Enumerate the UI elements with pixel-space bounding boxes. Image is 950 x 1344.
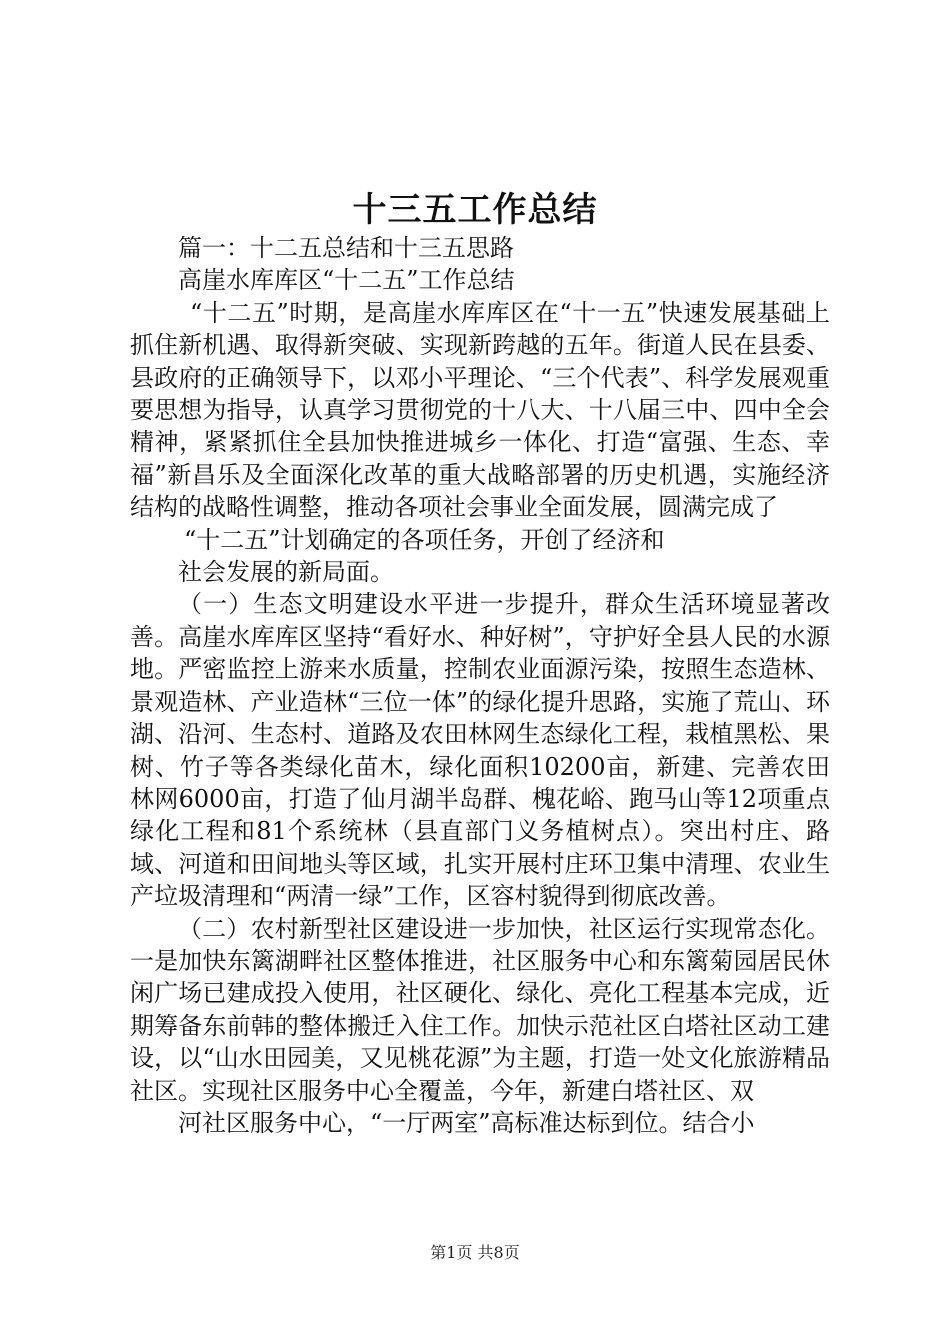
document-body — [130, 232, 830, 1139]
paragraph: 河社区服务中心，“一厅两室”高标准达标到位。结合小 — [178, 1108, 755, 1137]
paragraph: （二）农村新型社区建设进一步加快，社区运行实现常态化。一是加快东篱湖畔社区整体推进，社区服务中心和东篱菊园居民休闲广场已建成投入使用，社区硬化、绿化、亮化工程基本完成，近期筹备东前韩的整体搬迁入住工作。加快示范社区白塔社区动工建设，以“山水田园美，又见桃花源”为主题，打造一处文化旅游精品社区。实现社区服务中心全覆盖，今年，新建白塔社区、双 — [130, 914, 830, 1105]
section-subheading: 高崖水库库区“十二五”工作总结 — [178, 266, 515, 295]
paragraph: （一）生态文明建设水平进一步提升，群众生活环境显著改善。高崖水库库区坚持“看好水、种好树”，守护好全县人民的水源地。严密监控上游来水质量，控制农业面源污染，按照生态造林、景观造林、产业造林“三位一体”的绿化提升思路，实施了荒山、环湖、沿河、生态村、道路及农田林网生态绿化工程，栽植黑松、果树、竹子等各类绿化苗木，绿化面积10200亩，新建、完善农田林网6000亩，打造了仙月湖半岛群、槐花峪、跑马山等12项重点绿化工程和81个系统林（县直部门义务植树点）。突出村庄、路域、河道和田间地头等区域，扎实开展村庄环卫集中清理、农业生产垃圾清理和“两清一绿”工作，区容村貌得到彻底改善。 — [130, 590, 830, 911]
page-footer: 第1页 共8页 — [430, 1243, 520, 1262]
paragraph: “十二五”计划确定的各项任务，开创了经济和 — [184, 525, 665, 554]
page-title: 十三五工作总结 — [352, 190, 598, 230]
paragraph: “十二五”时期，是高崖水库库区在“十一五”快速发展基础上抓住新机遇、取得新突破、实现新跨越的五年。街道人民在县委、县政府的正确领导下，以邓小平理论、“三个代表”、科学发展观重要思想为指导，认真学习贯彻党的十八大、十八届三中、四中全会精神，紧紧抓住全县加快推进城乡一体化、打造“富强、生态、幸福”新昌乐及全面深化改革的重大战略部署的历史机遇，实施经济结构的战略性调整，推动各项社会事业全面发展，圆满完成了 — [130, 298, 830, 522]
paragraph: 社会发展的新局面。 — [178, 558, 394, 587]
section-heading: 篇一：十二五总结和十三五思路 — [178, 234, 514, 262]
